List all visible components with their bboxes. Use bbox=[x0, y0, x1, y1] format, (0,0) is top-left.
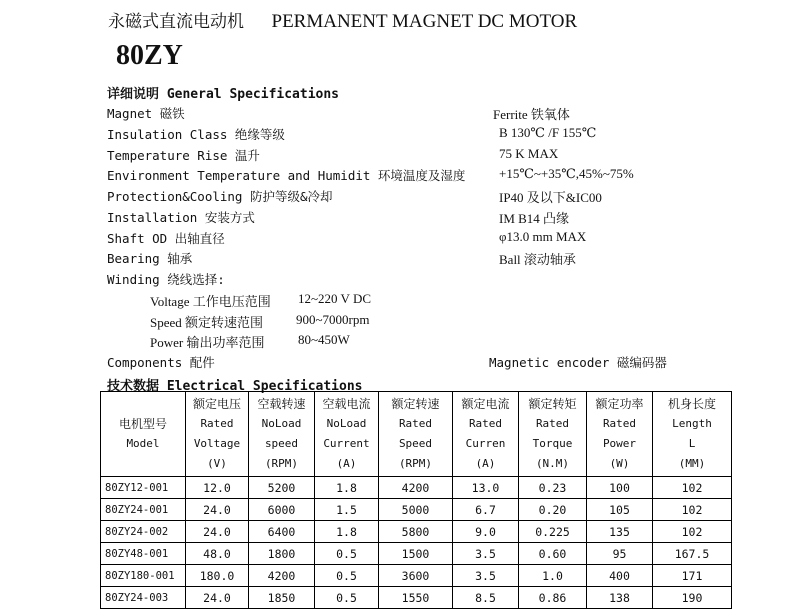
winding-label-item: Voltage 工作电压范围 bbox=[150, 294, 271, 309]
column-header-l3: Voltage bbox=[193, 437, 241, 450]
value-cell: 3600 bbox=[379, 565, 453, 587]
column-header bbox=[587, 392, 653, 477]
value-cell: 1.8 bbox=[315, 521, 379, 543]
column-header bbox=[186, 392, 249, 477]
spec-label: Protection&Cooling 防护等级&冷却 bbox=[107, 189, 333, 204]
column-header-l4: (RPM) bbox=[398, 457, 433, 470]
header-title-cn: 永磁式直流电动机 bbox=[108, 12, 244, 32]
value-cell: 135 bbox=[587, 521, 653, 543]
value-cell: 1.0 bbox=[519, 565, 587, 587]
spec-value: 75 K MAX bbox=[499, 146, 559, 161]
components-label: Components 配件 bbox=[107, 355, 215, 370]
winding-label-item: Power 输出功率范围 bbox=[150, 335, 265, 350]
column-header-cn: 额定功率 bbox=[595, 397, 644, 411]
value-cell: 1850 bbox=[249, 587, 315, 609]
value-cell: 0.60 bbox=[519, 543, 587, 565]
value-cell: 5200 bbox=[249, 477, 315, 499]
column-header-cn: 额定转矩 bbox=[528, 397, 577, 411]
electrical-spec-table bbox=[100, 391, 732, 609]
column-header-l3: Power bbox=[602, 437, 637, 450]
value-cell: 1.5 bbox=[315, 499, 379, 521]
spec-label: Shaft OD 出轴直径 bbox=[107, 231, 225, 246]
value-cell: 105 bbox=[587, 499, 653, 521]
column-header-l4: (RPM) bbox=[264, 457, 299, 470]
column-header-l3: Torque bbox=[532, 437, 573, 450]
spec-value: Ferrite 铁氧体 bbox=[493, 107, 570, 122]
column-header bbox=[519, 392, 587, 477]
table-header-row bbox=[101, 392, 732, 477]
column-header-l3: Current bbox=[323, 437, 370, 450]
value-cell: 6.7 bbox=[453, 499, 519, 521]
value-cell: 0.225 bbox=[519, 521, 587, 543]
model-cell: 80ZY24-001 bbox=[101, 499, 186, 521]
value-cell: 0.23 bbox=[519, 477, 587, 499]
value-cell: 12.0 bbox=[186, 477, 249, 499]
column-header bbox=[453, 392, 519, 477]
column-header-l3: speed bbox=[264, 437, 299, 450]
value-cell: 1500 bbox=[379, 543, 453, 565]
table-row bbox=[101, 521, 732, 543]
column-header-l3: Curren bbox=[465, 437, 506, 450]
column-header-l2: Rated bbox=[602, 417, 637, 430]
spec-label: Insulation Class 绝缘等级 bbox=[107, 127, 285, 142]
model-title: 80ZY bbox=[116, 40, 183, 71]
components-value: Magnetic encoder 磁编码器 bbox=[489, 355, 667, 370]
value-cell: 0.5 bbox=[315, 587, 379, 609]
column-header-l2: Rated bbox=[398, 417, 433, 430]
value-cell: 1800 bbox=[249, 543, 315, 565]
value-cell: 6000 bbox=[249, 499, 315, 521]
spec-label: Bearing 轴承 bbox=[107, 251, 193, 266]
value-cell: 102 bbox=[653, 521, 732, 543]
spec-label: Magnet 磁铁 bbox=[107, 106, 185, 121]
column-header-l2: Rated bbox=[468, 417, 503, 430]
column-header-l2: NoLoad bbox=[261, 417, 302, 430]
value-cell: 1550 bbox=[379, 587, 453, 609]
column-header-cn: 额定电压 bbox=[192, 397, 241, 411]
value-cell: 3.5 bbox=[453, 565, 519, 587]
column-header-l3: Speed bbox=[398, 437, 433, 450]
model-cell: 80ZY24-002 bbox=[101, 521, 186, 543]
winding-value: 80~450W bbox=[298, 332, 350, 347]
winding-value: 900~7000rpm bbox=[296, 312, 370, 327]
value-cell: 0.5 bbox=[315, 543, 379, 565]
column-header bbox=[101, 392, 186, 477]
column-header-l3: L bbox=[688, 437, 696, 450]
column-header-l2: Model bbox=[126, 437, 160, 450]
column-header-l2: Length bbox=[672, 417, 712, 430]
model-cell: 80ZY24-003 bbox=[101, 587, 186, 609]
value-cell: 180.0 bbox=[186, 565, 249, 587]
value-cell: 4200 bbox=[379, 477, 453, 499]
value-cell: 9.0 bbox=[453, 521, 519, 543]
header-title-en: PERMANENT MAGNET DC MOTOR bbox=[271, 11, 578, 32]
electrical-spec-heading: 技术数据 Electrical Specifications bbox=[107, 379, 363, 394]
column-header bbox=[249, 392, 315, 477]
value-cell: 24.0 bbox=[186, 521, 249, 543]
model-cell: 80ZY180-001 bbox=[101, 565, 186, 587]
winding-label: Winding 绕线选择: bbox=[107, 272, 225, 287]
column-header-cn: 空载转速 bbox=[257, 397, 306, 411]
column-header-l4: (V) bbox=[207, 457, 227, 470]
value-cell: 1.8 bbox=[315, 477, 379, 499]
value-cell: 102 bbox=[653, 477, 732, 499]
winding-label-item: Speed 额定转速范围 bbox=[150, 315, 264, 330]
column-header-l4: (MM) bbox=[678, 457, 706, 470]
spec-label: Installation 安装方式 bbox=[107, 210, 255, 225]
column-header-cn: 机身长度 bbox=[667, 397, 716, 411]
value-cell: 3.5 bbox=[453, 543, 519, 565]
value-cell: 100 bbox=[587, 477, 653, 499]
table-row bbox=[101, 499, 732, 521]
value-cell: 0.20 bbox=[519, 499, 587, 521]
column-header-cn: 额定转速 bbox=[391, 397, 440, 411]
model-cell: 80ZY48-001 bbox=[101, 543, 186, 565]
column-header-l2: Rated bbox=[535, 417, 570, 430]
value-cell: 400 bbox=[587, 565, 653, 587]
column-header bbox=[653, 392, 732, 477]
value-cell: 6400 bbox=[249, 521, 315, 543]
value-cell: 13.0 bbox=[453, 477, 519, 499]
value-cell: 95 bbox=[587, 543, 653, 565]
table-row bbox=[101, 477, 732, 499]
value-cell: 0.5 bbox=[315, 565, 379, 587]
value-cell: 4200 bbox=[249, 565, 315, 587]
value-cell: 138 bbox=[587, 587, 653, 609]
column-header-cn: 电机型号 bbox=[118, 417, 167, 431]
document-header bbox=[108, 7, 577, 33]
value-cell: 48.0 bbox=[186, 543, 249, 565]
spec-label: Temperature Rise 温升 bbox=[107, 148, 260, 163]
spec-value: B 130℃ /F 155℃ bbox=[499, 125, 597, 140]
table-row bbox=[101, 565, 732, 587]
value-cell: 0.86 bbox=[519, 587, 587, 609]
value-cell: 8.5 bbox=[453, 587, 519, 609]
column-header bbox=[379, 392, 453, 477]
spec-label: Environment Temperature and Humidit 环境温度及湿度 bbox=[107, 168, 466, 183]
value-cell: 5000 bbox=[379, 499, 453, 521]
value-cell: 102 bbox=[653, 499, 732, 521]
column-header-l4: (N.M) bbox=[535, 457, 570, 470]
value-cell: 24.0 bbox=[186, 587, 249, 609]
value-cell: 167.5 bbox=[653, 543, 732, 565]
column-header-l4: (A) bbox=[475, 457, 496, 470]
general-spec-heading: 详细说明 General Specifications bbox=[107, 87, 340, 102]
spec-value: IP40 及以下&IC00 bbox=[499, 190, 602, 205]
column-header-l4: (W) bbox=[609, 457, 630, 470]
value-cell: 24.0 bbox=[186, 499, 249, 521]
column-header-l2: NoLoad bbox=[326, 417, 367, 430]
column-header-l4: (A) bbox=[336, 457, 357, 470]
table-row bbox=[101, 587, 732, 609]
value-cell: 190 bbox=[653, 587, 732, 609]
value-cell: 5800 bbox=[379, 521, 453, 543]
column-header-cn: 额定电流 bbox=[461, 397, 510, 411]
spec-value: IM B14 凸缘 bbox=[499, 211, 570, 226]
spec-value: φ13.0 mm MAX bbox=[499, 229, 587, 244]
value-cell: 171 bbox=[653, 565, 732, 587]
spec-value: Ball 滚动轴承 bbox=[499, 252, 576, 267]
column-header-l2: Rated bbox=[200, 417, 234, 430]
model-cell: 80ZY12-001 bbox=[101, 477, 186, 499]
winding-value: 12~220 V DC bbox=[298, 291, 372, 306]
column-header bbox=[315, 392, 379, 477]
spec-value: +15℃~+35℃,45%~75% bbox=[499, 166, 634, 181]
column-header-cn: 空载电流 bbox=[322, 397, 371, 411]
table-row bbox=[101, 543, 732, 565]
